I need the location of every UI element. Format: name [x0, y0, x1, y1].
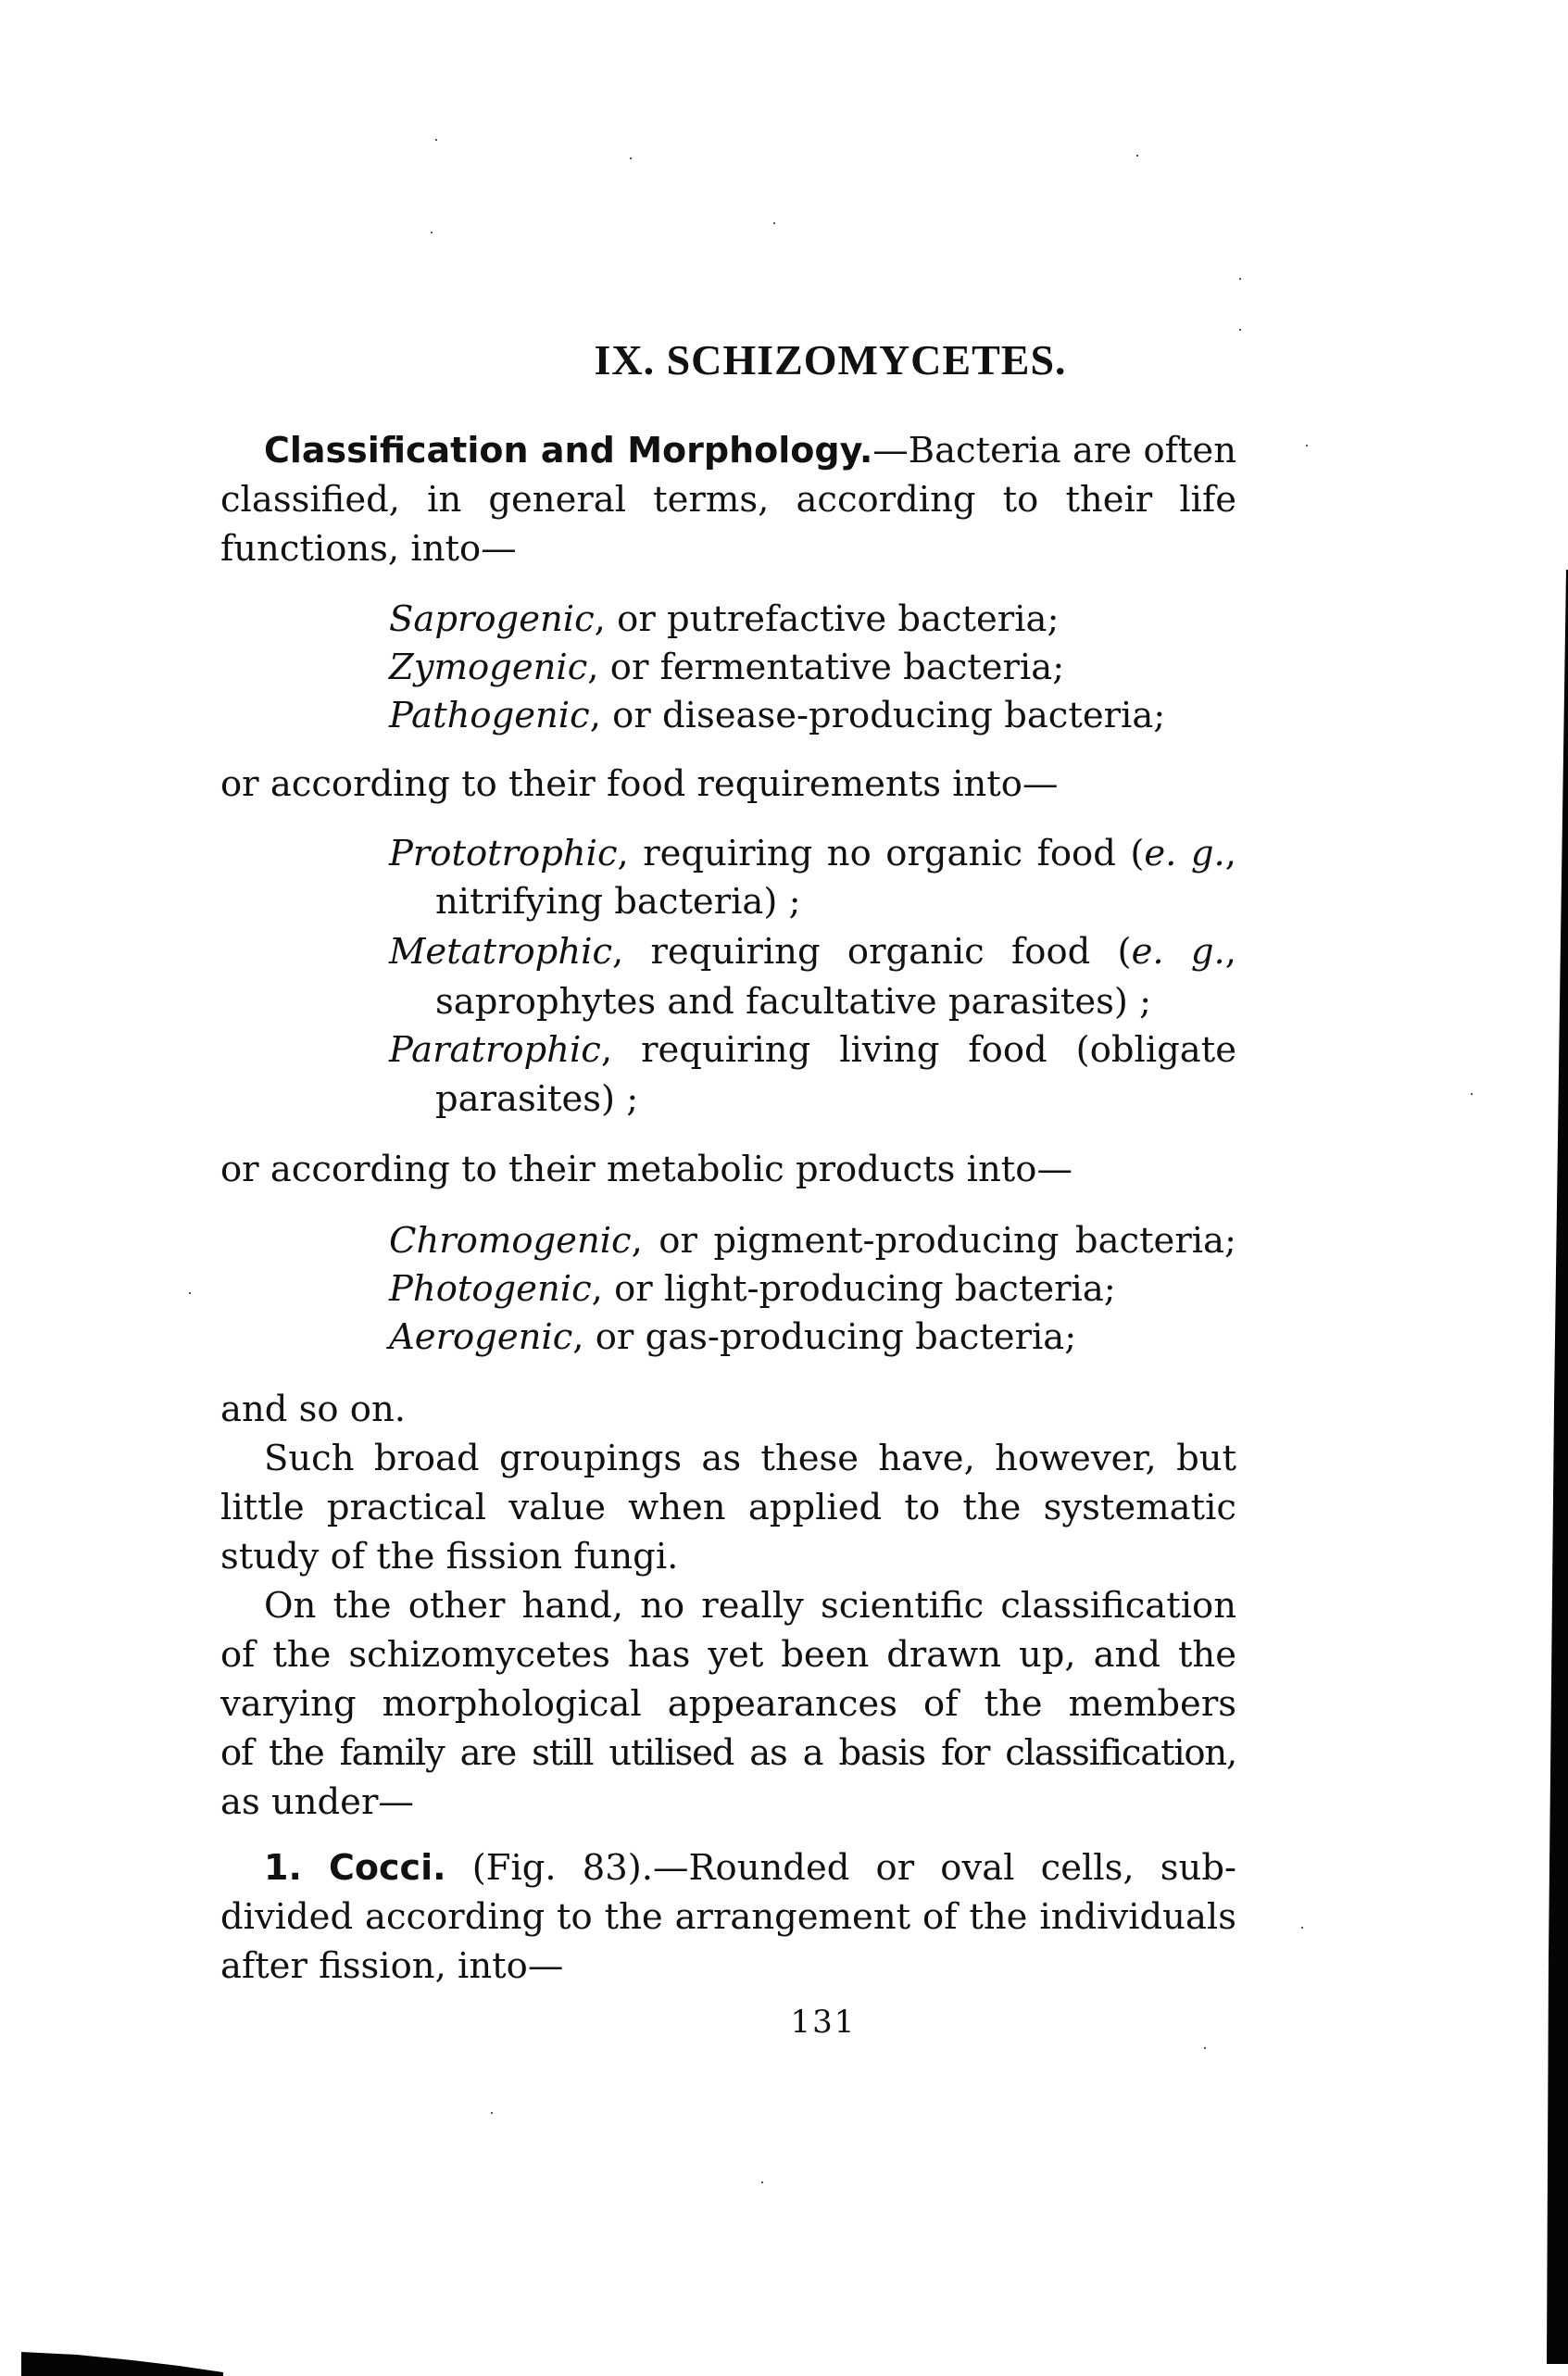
cocci-text: (Fig. 83).—Rounded or oval cells, sub-: [445, 1847, 1236, 1889]
list-term: Prototrophic: [389, 833, 618, 874]
text-line: after fission, into—: [220, 1945, 564, 1987]
list-item: [389, 1313, 1076, 1362]
list-item-continuation: saprophytes and facultative parasites) ;: [435, 981, 1152, 1023]
text-line: of the family are still utilised as a basis for classification,: [220, 1732, 1236, 1774]
list-desc: , requiring no organic food (: [617, 833, 1145, 874]
list-item: [389, 1264, 1116, 1314]
list-tail: ,: [1224, 931, 1236, 973]
text-line: or according to their metabolic products into—: [220, 1149, 1073, 1190]
scan-speck: [189, 1292, 191, 1294]
list-item: [389, 829, 1236, 878]
text-line: of the schizomycetes has yet been drawn up, and the: [220, 1634, 1236, 1676]
text-line: little practical value when applied to the systematic: [220, 1487, 1236, 1528]
scan-speck: [435, 139, 437, 141]
text-line: Such broad groupings as these have, however, but: [264, 1438, 1236, 1479]
chapter-title: IX. SCHIZOMYCETES.: [594, 336, 1067, 383]
text-line: and so on.: [220, 1389, 407, 1430]
list-term: Paratrophic: [389, 1029, 601, 1071]
list-desc: , or gas-producing bacteria;: [572, 1316, 1077, 1358]
scan-speck: [1136, 155, 1138, 157]
list-item: [389, 1216, 1236, 1265]
scan-speck: [1204, 2047, 1206, 2049]
cocci-heading-line: [264, 1843, 1236, 1892]
scan-speck: [773, 222, 775, 224]
scan-bottom-shadow: [21, 2352, 223, 2376]
list-term: Pathogenic: [389, 695, 590, 736]
list-item: [389, 643, 1064, 692]
list-desc: , or light-producing bacteria;: [591, 1268, 1116, 1310]
list-term: Aerogenic: [389, 1316, 573, 1358]
cocci-heading: 1. Cocci.: [264, 1847, 446, 1888]
text-line: On the other hand, no really scientific classification: [264, 1585, 1236, 1627]
list-desc: , or pigment-producing bacteria;: [631, 1220, 1236, 1262]
scan-speck: [761, 2181, 763, 2183]
text-line: functions, into—: [220, 528, 517, 570]
list-term: Photogenic: [389, 1268, 592, 1310]
list-item-continuation: nitrifying bacteria) ;: [435, 881, 801, 923]
list-item-continuation: parasites) ;: [435, 1078, 639, 1120]
text-line: varying morphological appearances of the members: [220, 1683, 1236, 1725]
text-line: or according to their food requirements into—: [220, 763, 1059, 805]
list-term: Chromogenic: [389, 1220, 632, 1262]
list-term: Metatrophic: [389, 931, 613, 973]
page-number: 131: [790, 2004, 857, 2041]
list-item: [389, 595, 1059, 644]
list-term: Zymogenic: [389, 647, 588, 688]
scan-speck: [1471, 1093, 1473, 1095]
scan-speck: [1239, 329, 1241, 331]
list-item: [389, 1025, 1236, 1075]
scan-edge-shadow: [1547, 570, 1568, 2364]
scan-speck: [431, 232, 433, 233]
list-desc: , or putrefactive bacteria;: [594, 598, 1060, 640]
text-line: classified, in general terms, according to their life: [220, 479, 1236, 521]
text-line: study of the fission fungi.: [220, 1536, 679, 1578]
list-item: [389, 927, 1236, 976]
list-tail: ,: [1224, 833, 1236, 874]
scan-speck: [491, 2112, 493, 2114]
list-eg: e. g.: [1144, 833, 1225, 874]
scan-speck: [1301, 1927, 1303, 1929]
section-heading-text: —Bacteria are often: [872, 430, 1236, 471]
scan-speck: [1306, 445, 1308, 446]
list-desc: , requiring organic food (: [612, 931, 1132, 973]
scan-speck: [1239, 278, 1241, 280]
list-item: [389, 691, 1165, 740]
list-desc: , requiring living food (obligate: [600, 1029, 1236, 1071]
list-desc: , or disease-producing bacteria;: [589, 695, 1166, 736]
section-heading: Classification and Morphology.: [264, 430, 873, 471]
text-line: as under—: [220, 1781, 414, 1823]
text-line: divided according to the arrangement of the individuals: [220, 1896, 1236, 1938]
list-eg: e. g.: [1131, 931, 1225, 973]
list-desc: , or fermentative bacteria;: [587, 647, 1065, 688]
scan-speck: [630, 157, 632, 159]
list-term: Saprogenic: [389, 598, 595, 640]
section-heading-line: [264, 426, 1236, 475]
